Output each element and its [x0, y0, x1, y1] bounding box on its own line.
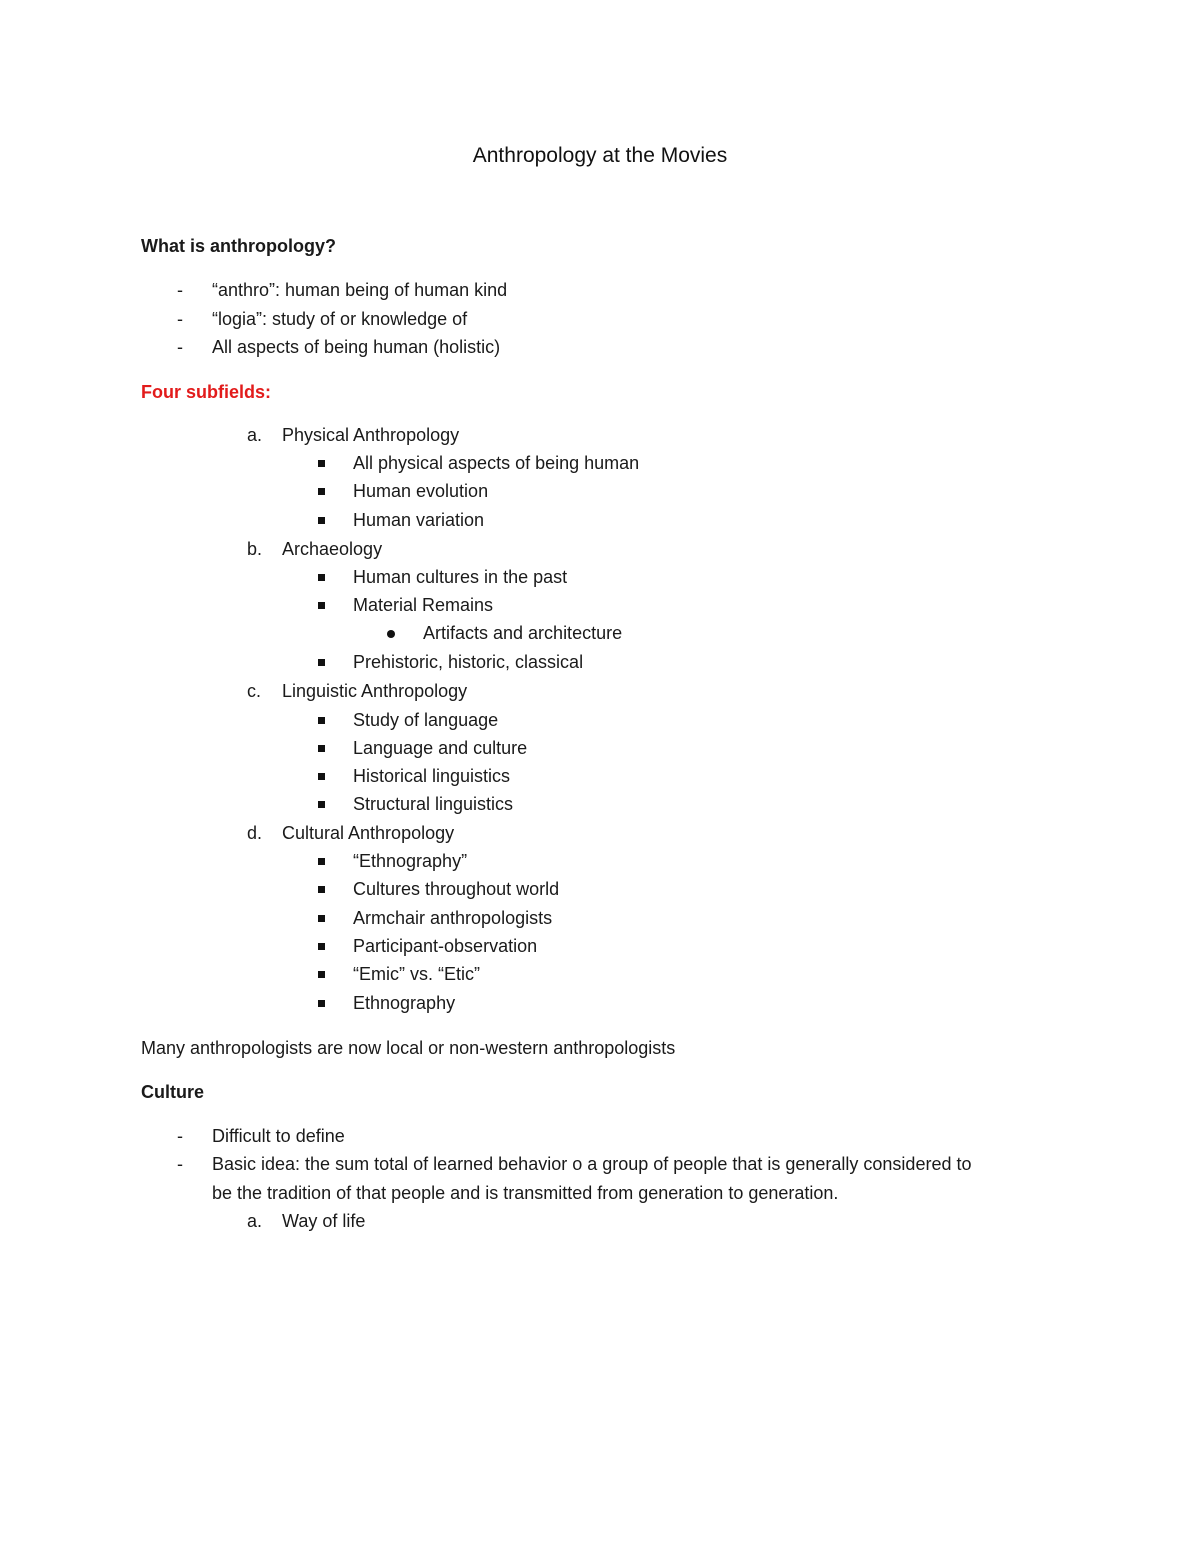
- list-item-logia: “logia”: study of or knowledge of: [212, 309, 468, 329]
- list-item-holistic: All aspects of being human (holistic): [212, 337, 501, 357]
- letter-marker: c.: [247, 681, 262, 701]
- subfield-point: Language and culture: [353, 738, 528, 758]
- dash-marker: -: [177, 280, 183, 300]
- square-bullet-icon: [318, 574, 325, 581]
- document-title: Anthropology at the Movies: [472, 144, 728, 167]
- letter-marker: b.: [247, 539, 263, 559]
- subfield-archaeology: Archaeology: [282, 539, 383, 559]
- square-bullet-icon: [318, 801, 325, 808]
- subfield-point: Human evolution: [353, 481, 489, 501]
- subfield-point: All physical aspects of being human: [353, 453, 640, 473]
- square-bullet-icon: [318, 460, 325, 467]
- square-bullet-icon: [318, 745, 325, 752]
- list-item-basic-idea-continued: be the tradition of that people and is transmitted from generation to generation.: [212, 1183, 839, 1203]
- dash-marker: -: [177, 337, 183, 357]
- letter-marker: d.: [247, 823, 263, 843]
- subfield-point: Structural linguistics: [353, 794, 514, 814]
- subfield-point: Armchair anthropologists: [353, 908, 553, 928]
- subfield-point: Human cultures in the past: [353, 567, 568, 587]
- letter-marker: a.: [247, 1211, 263, 1231]
- list-item-difficult: Difficult to define: [212, 1126, 345, 1146]
- subitem-way-of-life: Way of life: [282, 1211, 366, 1231]
- dash-marker: -: [177, 1154, 183, 1174]
- square-bullet-icon: [318, 773, 325, 780]
- subfield-point: Material Remains: [353, 595, 494, 615]
- square-bullet-icon: [318, 1000, 325, 1007]
- round-bullet-icon: [387, 630, 395, 638]
- subfield-point: Participant-observation: [353, 936, 538, 956]
- subfield-point: Human variation: [353, 510, 485, 530]
- subfield-point: Prehistoric, historic, classical: [353, 652, 584, 672]
- dash-marker: -: [177, 1126, 183, 1146]
- subfield-cultural-anthropology: Cultural Anthropology: [282, 823, 455, 843]
- square-bullet-icon: [318, 488, 325, 495]
- square-bullet-icon: [318, 602, 325, 609]
- section-heading-four-subfields: Four subfields:: [141, 382, 271, 402]
- subfield-linguistic-anthropology: Linguistic Anthropology: [282, 681, 468, 701]
- dash-marker: -: [177, 309, 183, 329]
- subfield-point: “Ethnography”: [353, 851, 468, 871]
- section-heading-what-is-anthropology: What is anthropology?: [141, 236, 336, 256]
- square-bullet-icon: [318, 886, 325, 893]
- body-paragraph: Many anthropologists are now local or non-western anthropologists: [141, 1038, 676, 1058]
- square-bullet-icon: [318, 915, 325, 922]
- subfield-point: Study of language: [353, 710, 499, 730]
- subfield-subpoint: Artifacts and architecture: [423, 623, 623, 643]
- square-bullet-icon: [318, 971, 325, 978]
- square-bullet-icon: [318, 659, 325, 666]
- subfield-point: “Emic” vs. “Etic”: [353, 964, 480, 984]
- list-item-anthro: “anthro”: human being of human kind: [212, 280, 508, 300]
- list-item-basic-idea: Basic idea: the sum total of learned behavior o a group of people that is generally considered to: [212, 1154, 972, 1174]
- square-bullet-icon: [318, 517, 325, 524]
- square-bullet-icon: [318, 858, 325, 865]
- square-bullet-icon: [318, 943, 325, 950]
- letter-marker: a.: [247, 425, 263, 445]
- subfield-point: Cultures throughout world: [353, 879, 560, 899]
- subfield-physical-anthropology: Physical Anthropology: [282, 425, 460, 445]
- subfield-point: Historical linguistics: [353, 766, 511, 786]
- subfield-point: Ethnography: [353, 993, 456, 1013]
- square-bullet-icon: [318, 717, 325, 724]
- section-heading-culture: Culture: [141, 1082, 204, 1102]
